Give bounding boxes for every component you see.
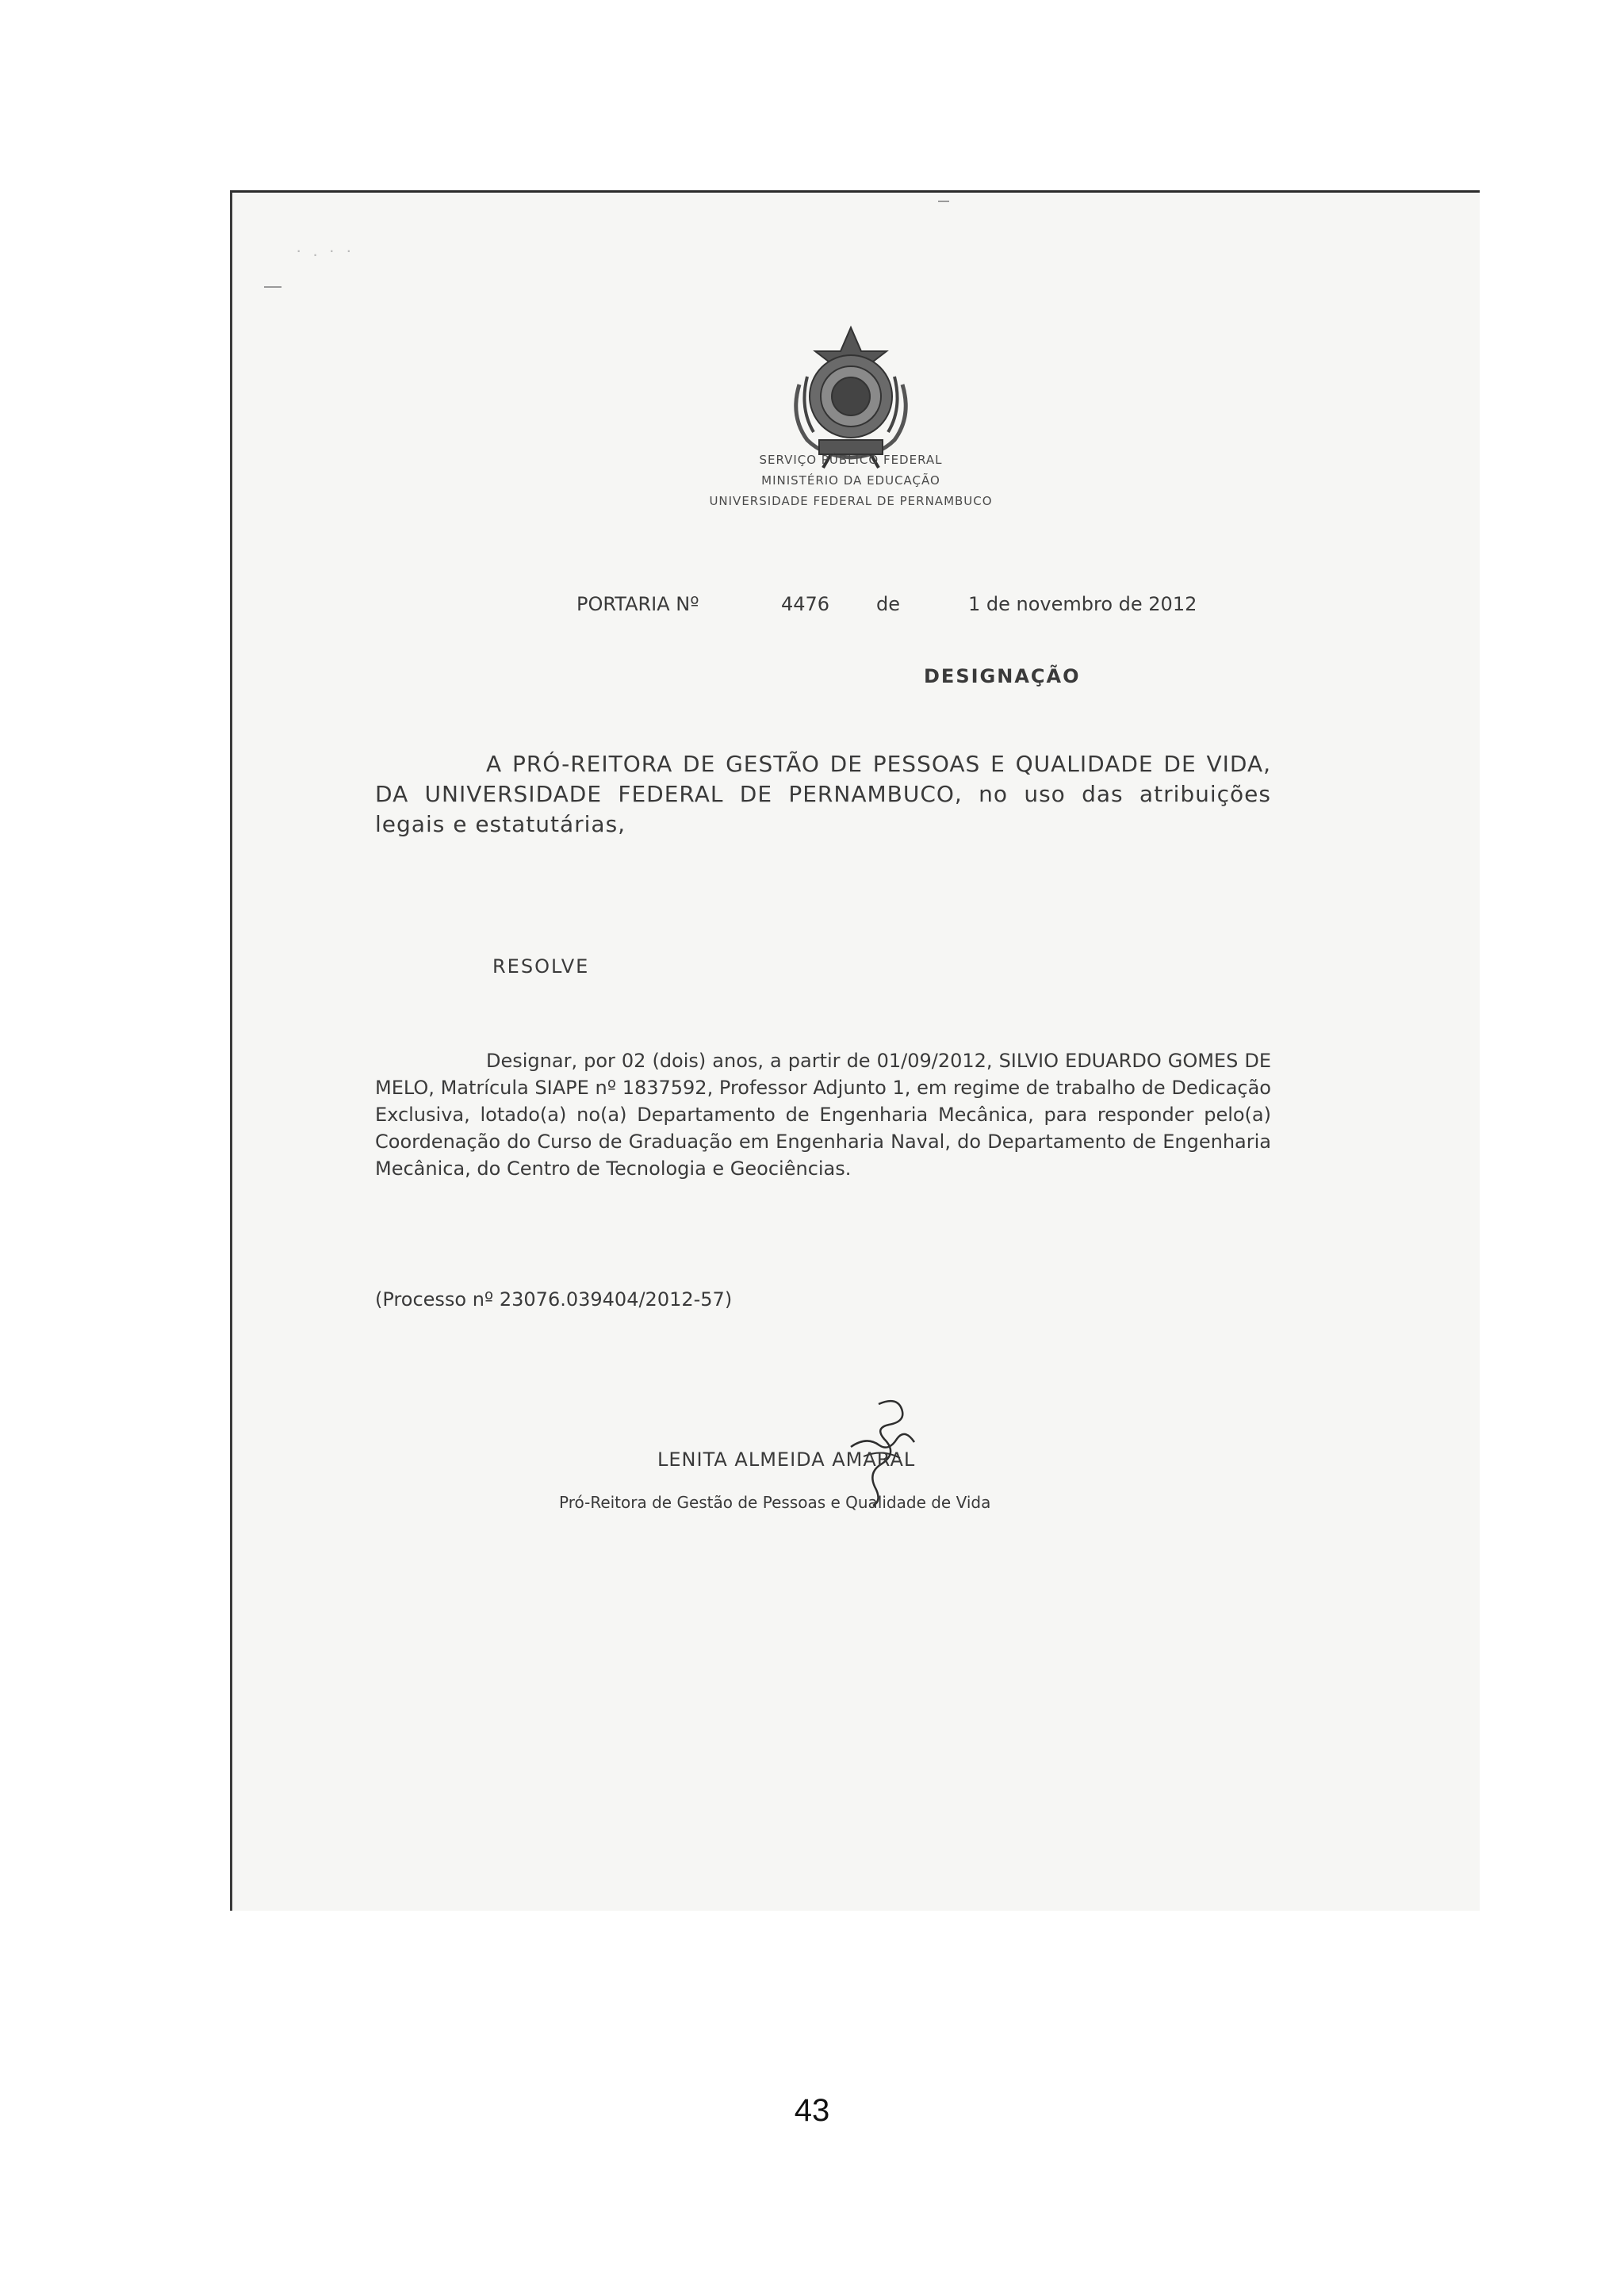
header-university: UNIVERSIDADE FEDERAL DE PERNAMBUCO xyxy=(709,494,993,508)
body-paragraph xyxy=(375,1047,1271,1182)
portaria-label: PORTARIA Nº xyxy=(576,593,699,615)
signatory-role: Pró-Reitora de Gestão de Pessoas e Qualidade de Vida xyxy=(559,1493,991,1512)
scan-scratch xyxy=(264,286,282,288)
signatory-name: LENITA ALMEIDA AMARAL xyxy=(657,1448,916,1471)
page-number: 43 xyxy=(794,2093,830,2128)
scan-scratch xyxy=(938,201,949,202)
portaria-date: 1 de novembro de 2012 xyxy=(968,593,1197,615)
scanned-document xyxy=(230,190,1480,1911)
scan-speck: · . · · xyxy=(296,240,355,260)
resolve-heading: RESOLVE xyxy=(492,955,590,978)
header-service: SERVIÇO PÚBLICO FEDERAL xyxy=(759,453,943,467)
brazil-coat-of-arms-emblem xyxy=(776,321,926,472)
preamble-text: A PRÓ-REITORA DE GESTÃO DE PESSOAS E QUALIDADE DE VIDA, DA UNIVERSIDADE FEDERAL DE PERNAMBUCO, no uso das atribuições legais e estatutárias, xyxy=(375,751,1271,837)
header-ministry: MINISTÉRIO DA EDUCAÇÃO xyxy=(761,473,940,488)
processo-reference: (Processo nº 23076.039404/2012-57) xyxy=(375,1288,733,1311)
document-title: DESIGNAÇÃO xyxy=(924,665,1081,687)
portaria-number: 4476 xyxy=(781,593,830,615)
preamble-paragraph xyxy=(375,749,1271,840)
body-text: Designar, por 02 (dois) anos, a partir de 01/09/2012, SILVIO EDUARDO GOMES DE MELO, Matrícula SIAPE nº 1837592, Professor Adjunto 1, em regime de trabalho de Dedicação Exclusiva, lotado(a) no(a) Departamento de Engenharia Mecânica, para responder pelo(a) Coordenação do Curso de Graduação em Engenharia Naval, do Departamento de Engenharia Mecânica, do Centro de Tecnologia e Geociências. xyxy=(375,1050,1271,1180)
portaria-de: de xyxy=(876,593,900,615)
